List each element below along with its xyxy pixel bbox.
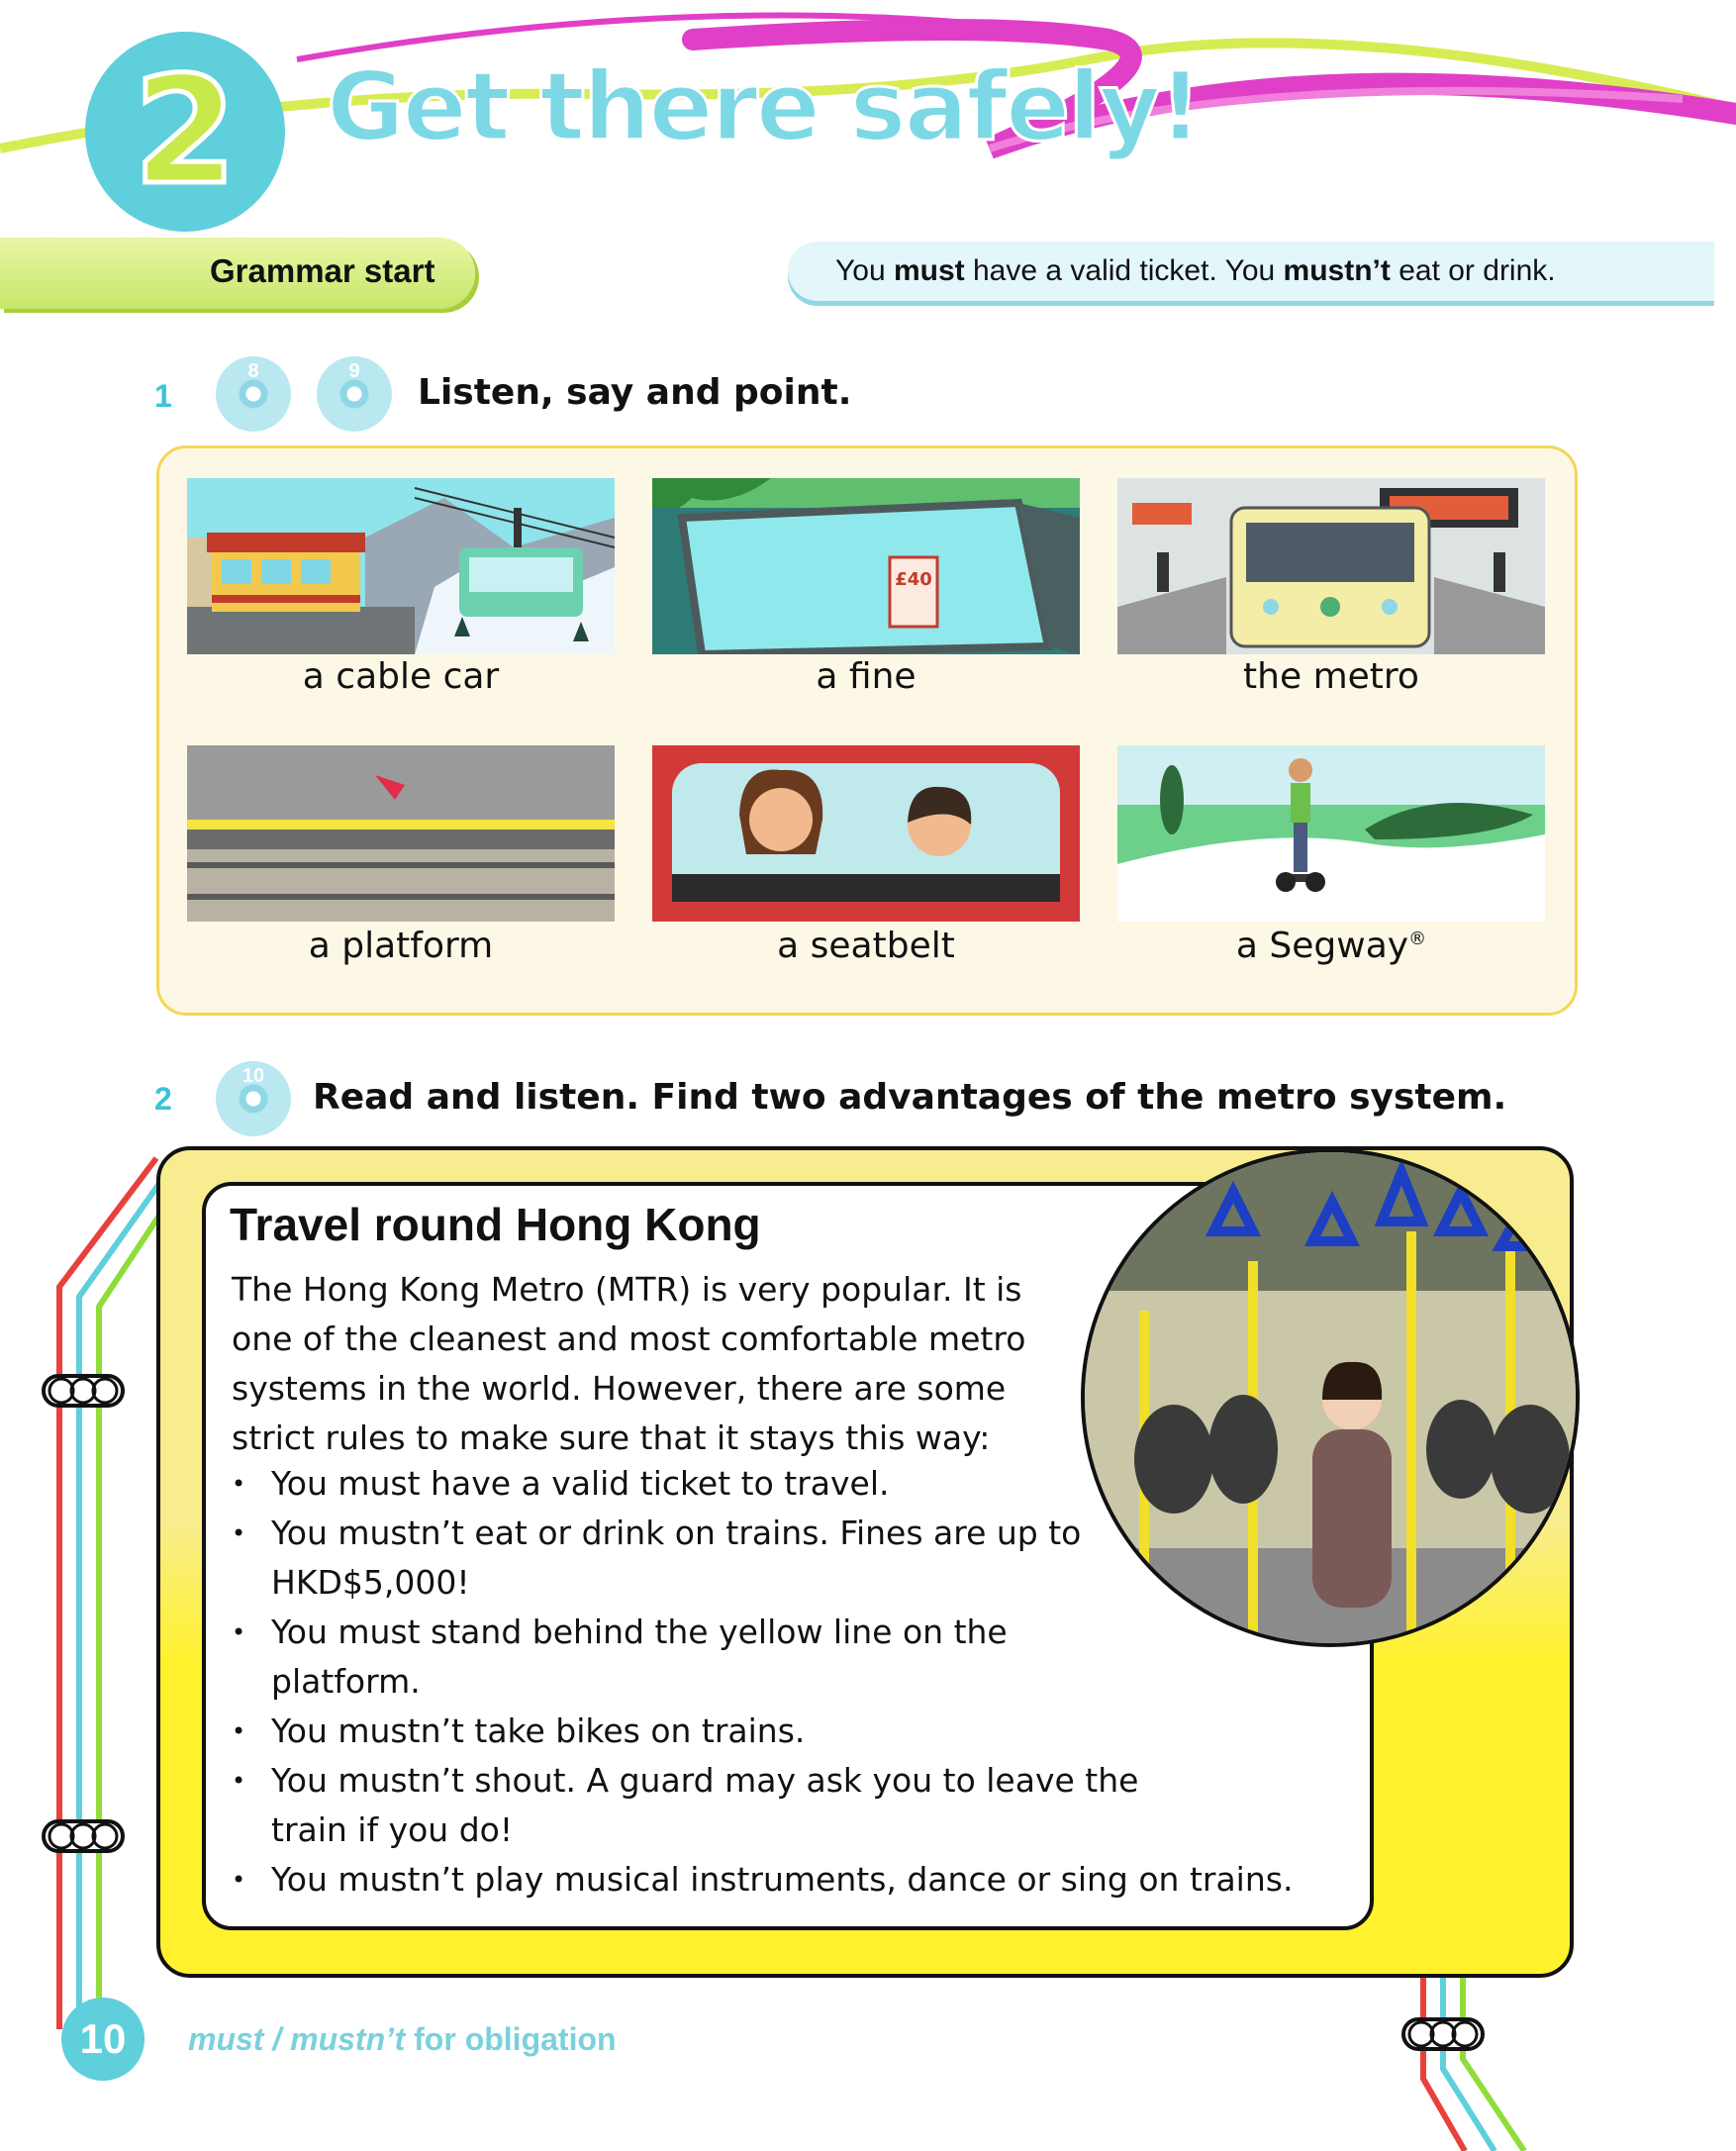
footer-topic <box>188 2021 617 2058</box>
registered-mark: ® <box>1408 929 1427 949</box>
rule-item: • You mustn’t take bikes on trains. <box>232 1707 1103 1756</box>
rule-item: • You mustn’t play musical instruments, dance or sing on trains. <box>232 1855 1380 1905</box>
unit-number: 2 <box>133 46 238 218</box>
audio-track-number: 9 <box>348 360 360 382</box>
grammar-start-label: Grammar start <box>210 252 435 289</box>
grammar-example-text-1: You <box>835 254 894 287</box>
rule-item: • You mustn’t shout. A guard may ask you to leave the train if you do! <box>232 1756 1202 1855</box>
vocab-label-metro: the metro <box>1243 656 1419 697</box>
footer-topic-italic: must / mustn’t <box>188 2021 406 2057</box>
vocab-label-segway-text: a Segway <box>1235 926 1409 966</box>
fine-amount-label: £40 <box>895 569 932 590</box>
page-number: 10 <box>61 1998 145 2081</box>
vocab-label-platform: a platform <box>308 926 494 966</box>
grammar-example-mustnt: mustn’t <box>1283 254 1391 287</box>
metro-interior-photo <box>1081 1148 1580 1647</box>
vocab-label-seatbelt: a seatbelt <box>777 926 955 966</box>
grammar-example-text-2: have a valid ticket. You <box>964 254 1284 287</box>
vocab-label-cable-car: a cable car <box>302 656 500 697</box>
rule-item: • You must have a valid ticket to travel. <box>232 1459 1103 1509</box>
exercise-1-instruction: Listen, say and point. <box>418 372 852 413</box>
exercise-2-number: 2 <box>154 1081 172 1117</box>
exercise-2-instruction: Read and listen. Find two advantages of the metro system. <box>313 1077 1507 1118</box>
footer-topic-rest: for obligation <box>405 2021 617 2057</box>
vocab-label-fine: a fine <box>816 656 916 697</box>
rule-item: • You mustn’t eat or drink on trains. Fines are up to HKD$5,000! <box>232 1509 1103 1608</box>
audio-track-number: 10 <box>241 1065 265 1087</box>
unit-title: Get there safely! <box>327 51 1201 162</box>
rule-item: • You must stand behind the yellow line on the platform. <box>232 1608 1103 1707</box>
article-intro: The Hong Kong Metro (MTR) is very popular. It is one of the cleanest and most comfortable metro systems in the world. However, there are some strict rules to make sure that it stays this way: <box>232 1270 1026 1457</box>
audio-track-number: 8 <box>247 360 259 382</box>
grammar-example-text-3: eat or drink. <box>1390 254 1556 287</box>
exercise-1-number: 1 <box>154 378 172 414</box>
grammar-example-must: must <box>893 254 965 287</box>
article-title: Travel round Hong Kong <box>230 1199 761 1250</box>
